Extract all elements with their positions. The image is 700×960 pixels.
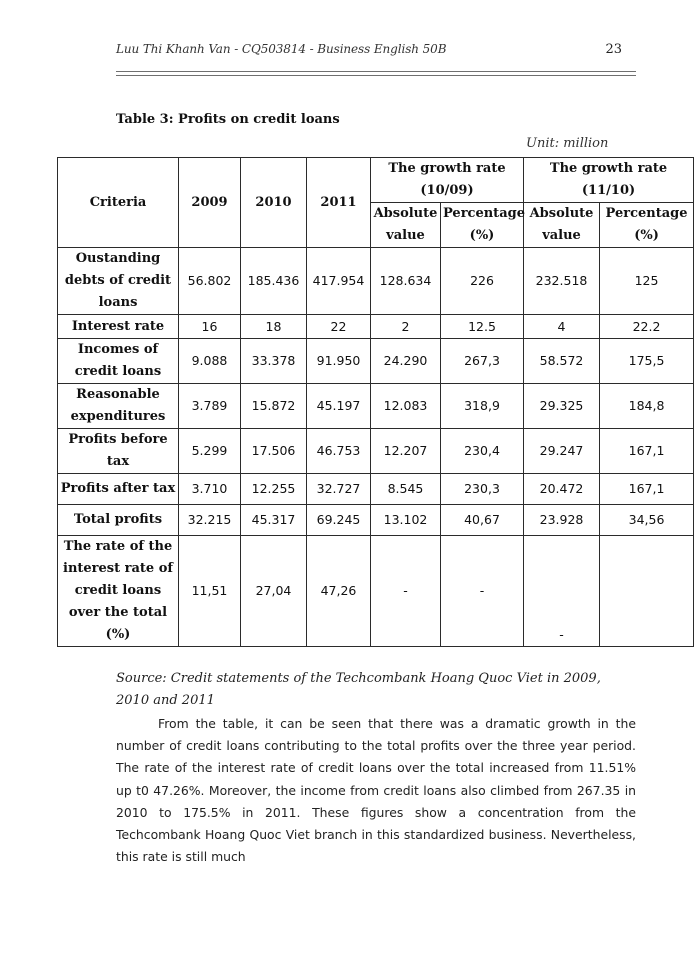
cell-percentage-11-10: 167,1 <box>600 474 694 505</box>
cell-2010: 33.378 <box>241 339 307 384</box>
cell-2009: 56.802 <box>179 248 241 315</box>
table-title: Table 3: Profits on credit loans <box>116 112 340 127</box>
cell-2009: 3.710 <box>179 474 241 505</box>
cell-percentage-11-10: 175,5 <box>600 339 694 384</box>
cell-percentage-10-09: 318,9 <box>441 384 524 429</box>
cell-2011: 45.197 <box>307 384 371 429</box>
cell-absolute-11-10: 232.518 <box>524 248 600 315</box>
cell-absolute-10-09: 2 <box>371 315 441 339</box>
cell-percentage-10-09: 230,4 <box>441 429 524 474</box>
cell-absolute-10-09: 13.102 <box>371 505 441 536</box>
cell-2009: 32.215 <box>179 505 241 536</box>
row-criteria: Interest rate <box>58 315 179 339</box>
cell-absolute-11-10: 4 <box>524 315 600 339</box>
cell-2011: 32.727 <box>307 474 371 505</box>
cell-2010: 12.255 <box>241 474 307 505</box>
cell-2011: 46.753 <box>307 429 371 474</box>
header-divider <box>116 71 636 76</box>
header-criteria: Criteria <box>58 158 179 248</box>
cell-percentage-11-10: 22.2 <box>600 315 694 339</box>
row-criteria: Profits after tax <box>58 474 179 505</box>
header-2009: 2009 <box>179 158 241 248</box>
row-criteria: Total profits <box>58 505 179 536</box>
cell-2011: 91.950 <box>307 339 371 384</box>
cell-percentage-10-09: - <box>441 536 524 647</box>
cell-2009: 16 <box>179 315 241 339</box>
row-criteria: Incomes of credit loans <box>58 339 179 384</box>
cell-percentage-10-09: 12.5 <box>441 315 524 339</box>
cell-2009: 5.299 <box>179 429 241 474</box>
table-row <box>58 315 694 339</box>
cell-percentage-11-10 <box>600 536 694 647</box>
table-row <box>58 536 694 647</box>
cell-absolute-10-09: 128.634 <box>371 248 441 315</box>
table-row <box>58 474 694 505</box>
header-growth-11-10: The growth rate (11/10) <box>524 158 694 203</box>
header-percentage-11-10: Percentage (%) <box>600 203 694 248</box>
cell-2010: 17.506 <box>241 429 307 474</box>
cell-absolute-11-10: 58.572 <box>524 339 600 384</box>
cell-absolute-11-10: - <box>524 536 600 647</box>
cell-2010: 27,04 <box>241 536 307 647</box>
table-row <box>58 248 694 315</box>
cell-absolute-11-10: 20.472 <box>524 474 600 505</box>
cell-2010: 18 <box>241 315 307 339</box>
cell-2009: 9.088 <box>179 339 241 384</box>
cell-absolute-10-09: 8.545 <box>371 474 441 505</box>
cell-2011: 22 <box>307 315 371 339</box>
cell-2009: 11,51 <box>179 536 241 647</box>
header-2010: 2010 <box>241 158 307 248</box>
cell-2011: 47,26 <box>307 536 371 647</box>
cell-percentage-10-09: 230,3 <box>441 474 524 505</box>
running-title: Luu Thi Khanh Van - CQ503814 - Business English 50B <box>116 42 447 56</box>
source-note: Source: Credit statements of the Techcombank Hoang Quoc Viet in 2009, 2010 and 2011 <box>116 671 601 708</box>
row-criteria: Reasonable expenditures <box>58 384 179 429</box>
cell-absolute-10-09: 12.207 <box>371 429 441 474</box>
header-percentage-10-09: Percentage (%) <box>441 203 524 248</box>
cell-2010: 45.317 <box>241 505 307 536</box>
header-absolute-11-10: Absolute value <box>524 203 600 248</box>
cell-2009: 3.789 <box>179 384 241 429</box>
cell-percentage-11-10: 125 <box>600 248 694 315</box>
cell-percentage-10-09: 226 <box>441 248 524 315</box>
row-criteria: The rate of the interest rate of credit loans over the total (%) <box>58 536 179 647</box>
row-criteria: Oustanding debts of credit loans <box>58 248 179 315</box>
cell-absolute-11-10: 29.247 <box>524 429 600 474</box>
table-row <box>58 429 694 474</box>
cell-2010: 15.872 <box>241 384 307 429</box>
profits-table <box>57 157 694 647</box>
page-number: 23 <box>605 42 622 57</box>
row-criteria: Profits before tax <box>58 429 179 474</box>
cell-absolute-10-09: 24.290 <box>371 339 441 384</box>
running-header <box>116 40 636 62</box>
cell-absolute-10-09: 12.083 <box>371 384 441 429</box>
cell-percentage-11-10: 184,8 <box>600 384 694 429</box>
cell-percentage-11-10: 167,1 <box>600 429 694 474</box>
table-row <box>58 384 694 429</box>
cell-absolute-11-10: 29.325 <box>524 384 600 429</box>
table-row <box>58 339 694 384</box>
header-2011: 2011 <box>307 158 371 248</box>
body-paragraph: From the table, it can be seen that there was a dramatic growth in the number of credit loans contributing to the total profits over the three year period. The rate of the interest rate of credit loans over the total increased from 11.51% up t0 47.26%. Moreover, the income from credit loans also climbed from 267.35 in 2010 to 175.5% in 2011. These figures show a concentration from the Techcombank Hoang Quoc Viet branch in this standardized business. Nevertheless, this rate is still much <box>116 716 636 865</box>
cell-2011: 69.245 <box>307 505 371 536</box>
cell-absolute-11-10: 23.928 <box>524 505 600 536</box>
table-unit: Unit: million <box>526 136 609 151</box>
cell-percentage-10-09: 40,67 <box>441 505 524 536</box>
cell-percentage-11-10: 34,56 <box>600 505 694 536</box>
table-row <box>58 505 694 536</box>
cell-absolute-10-09: - <box>371 536 441 647</box>
cell-percentage-10-09: 267,3 <box>441 339 524 384</box>
cell-2010: 185.436 <box>241 248 307 315</box>
header-growth-10-09: The growth rate (10/09) <box>371 158 524 203</box>
cell-2011: 417.954 <box>307 248 371 315</box>
header-absolute-10-09: Absolute value <box>371 203 441 248</box>
